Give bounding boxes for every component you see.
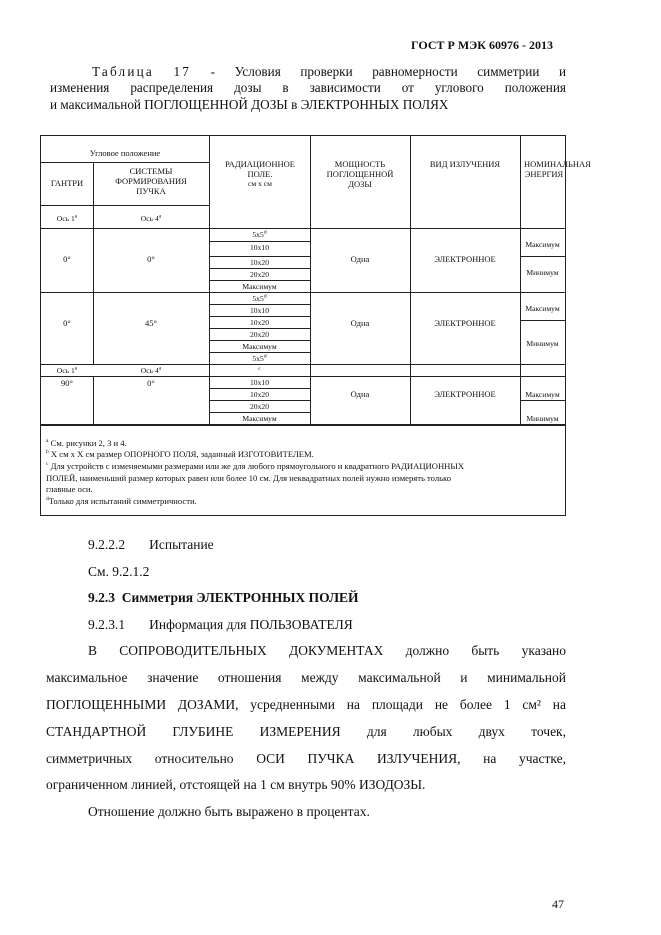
grid-line bbox=[209, 352, 310, 353]
grid-line bbox=[209, 328, 310, 329]
field-size-label: 5x5 bbox=[252, 354, 264, 363]
row-axis-1 bbox=[41, 367, 93, 375]
grid-line bbox=[310, 136, 311, 424]
field-size: 10x20 bbox=[250, 318, 269, 327]
radiation-type-value: ЭЛЕКТРОННОЕ bbox=[434, 254, 496, 264]
paragraph-line: В СОПРОВОДИТЕЛЬНЫХ ДОКУМЕНТАХ должно быть указано bbox=[88, 643, 566, 658]
field-size: Максимум bbox=[242, 414, 277, 423]
grid-line bbox=[209, 256, 310, 257]
conditions-table bbox=[40, 135, 591, 516]
caption-number: 17 bbox=[173, 64, 192, 79]
radiation-type-value: ЭЛЕКТРОННОЕ bbox=[434, 389, 496, 399]
field-size: 10x10 bbox=[250, 306, 269, 315]
footnote-text: Только для испытаний симметричности. bbox=[48, 496, 197, 506]
section-title: Испытание bbox=[149, 537, 214, 552]
document-header: ГОСТ Р МЭК 60976 - 2013 bbox=[411, 38, 553, 52]
paragraph-line: ПОГЛОЩЕННЫМИ ДОЗАМИ, усредненными на площади не более 1 см² на bbox=[46, 697, 566, 712]
energy-value: Максимум bbox=[525, 390, 560, 399]
axis-4-label: Ось 4 bbox=[140, 366, 159, 375]
section-title: Симметрия ЭЛЕКТРОННЫХ ПОЛЕЙ bbox=[121, 590, 359, 605]
energy-value: Максимум bbox=[525, 240, 560, 249]
field-size: 20x20 bbox=[250, 330, 269, 339]
grid-line bbox=[41, 228, 565, 229]
field-size: 10x20 bbox=[250, 258, 269, 267]
section-title: Информация для ПОЛЬЗОВАТЕЛЯ bbox=[149, 617, 353, 632]
grid-line bbox=[209, 340, 310, 341]
energy-value: Минимум bbox=[526, 268, 559, 277]
header-angular-position: Угловое положение bbox=[89, 148, 161, 158]
energy-value: Минимум bbox=[526, 339, 559, 348]
table-footnote-c-line-3: главные оси. bbox=[46, 484, 93, 494]
field-footnote-mark: c bbox=[258, 366, 261, 372]
footnote-mark: d bbox=[46, 496, 49, 503]
table-footnote-b bbox=[46, 449, 561, 461]
table-caption-line-2: изменения распределения дозы в зависимости от углового положения bbox=[50, 80, 566, 95]
footnote-mark: d bbox=[263, 353, 267, 360]
gantry-value: 0° bbox=[63, 254, 71, 264]
paragraph-line: СТАНДАРТНОЙ ГЛУБИНЕ ИЗМЕРЕНИЯ для любых двух точек, bbox=[46, 724, 566, 739]
grid-line bbox=[209, 304, 310, 305]
header-nominal-energy: НОМИНАЛЬНАЯ ЭНЕРГИЯ bbox=[524, 159, 591, 179]
field-size bbox=[209, 295, 310, 303]
row-axis-4 bbox=[93, 367, 209, 375]
beam-system-value: 45° bbox=[145, 318, 157, 328]
table-caption-line-3: и максимальной ПОГЛОЩЕННОЙ ДОЗЫ в ЭЛЕКТРОННЫХ ПОЛЯХ bbox=[50, 97, 449, 112]
gantry-value: 90° bbox=[61, 378, 73, 388]
grid-line bbox=[209, 412, 310, 413]
field-size-label: 5x5 bbox=[252, 230, 264, 239]
footnote-mark: d bbox=[263, 293, 267, 300]
section-9-2-3 bbox=[88, 589, 608, 606]
table-footnote-c bbox=[46, 461, 561, 473]
grid-line bbox=[520, 256, 565, 257]
section-9-2-2-2 bbox=[88, 536, 608, 553]
header-field-unit: см х см bbox=[248, 179, 272, 188]
dose-rate-value: Одна bbox=[350, 389, 370, 399]
grid-line bbox=[410, 136, 411, 424]
section-number: 9.2.3.1 bbox=[88, 617, 126, 632]
field-size: 10x20 bbox=[250, 390, 269, 399]
footnote-mark: a bbox=[46, 438, 49, 445]
header-axis-4 bbox=[93, 215, 209, 223]
footnote-mark: c bbox=[46, 461, 49, 468]
beam-system-value: 0° bbox=[147, 254, 155, 264]
energy-value: Минимум bbox=[526, 414, 559, 423]
field-size-label: 5x5 bbox=[252, 294, 264, 303]
field-size bbox=[209, 355, 310, 363]
grid-line bbox=[41, 376, 565, 377]
field-size: Максимум bbox=[242, 342, 277, 351]
field-size: 20x20 bbox=[250, 402, 269, 411]
grid-line bbox=[520, 136, 521, 424]
header-radiation-type: ВИД ИЗЛУЧЕНИЯ bbox=[429, 159, 501, 169]
grid-line bbox=[209, 400, 310, 401]
header-field-label: РАДИАЦИОННОЕ ПОЛЕ. bbox=[225, 159, 295, 179]
dose-rate-value: Одна bbox=[350, 254, 370, 264]
section-9-2-3-1 bbox=[88, 616, 608, 633]
footnote-mark: b bbox=[46, 449, 49, 456]
header-beam-system: СИСТЕМЫ ФОРМИРОВАНИЯ ПУЧКА bbox=[115, 166, 187, 196]
grid-line bbox=[41, 425, 565, 426]
beam-system-value: 0° bbox=[147, 378, 155, 388]
field-size: Максимум bbox=[242, 282, 277, 291]
page-number: 47 bbox=[552, 897, 564, 911]
dose-rate-value: Одна bbox=[350, 318, 370, 328]
section-number: 9.2.3 bbox=[88, 590, 115, 605]
grid-line bbox=[41, 292, 565, 293]
field-size: 10x10 bbox=[250, 243, 269, 252]
paragraph-line: симметричных относительно ОСИ ПУЧКА ИЗЛУЧЕНИЯ, на участке, bbox=[46, 751, 566, 766]
paragraph-line: максимальное значение отношения между максимальной и минимальной bbox=[46, 670, 566, 685]
radiation-type-value: ЭЛЕКТРОННОЕ bbox=[434, 318, 496, 328]
axis-1-label: Ось 1 bbox=[56, 214, 75, 223]
table-footnote-d bbox=[46, 496, 561, 508]
axis-4-label: Ось 4 bbox=[140, 214, 159, 223]
table-caption-line-1 bbox=[50, 64, 566, 80]
grid-line bbox=[520, 400, 565, 401]
grid-line bbox=[209, 241, 310, 242]
header-radiation-field bbox=[213, 159, 307, 189]
footnote-text: Х см х Х см размер ОПОРНОГО ПОЛЯ, заданный ИЗГОТОВИТЕЛЕМ. bbox=[50, 449, 314, 459]
paragraph-line: ограниченном линией, отстоящей на 1 см внутрь 90% ИЗОДОЗЫ. bbox=[46, 777, 426, 792]
footnote-mark: a bbox=[158, 365, 162, 372]
grid-line bbox=[209, 280, 310, 281]
footnote-text: Для устройств с изменяемыми размерами или же для любого прямоугольного и квадратного РАДИАЦИОННЫХ bbox=[50, 461, 465, 471]
footnote-mark: a bbox=[74, 213, 78, 220]
caption-word: Таблица bbox=[92, 64, 154, 79]
axis-1-label: Ось 1 bbox=[56, 366, 75, 375]
grid-line bbox=[41, 205, 209, 206]
header-axis-1 bbox=[41, 215, 93, 223]
cross-reference: См. 9.2.1.2 bbox=[88, 564, 150, 579]
field-size: 20x20 bbox=[250, 270, 269, 279]
caption-title-start: - Условия проверки равномерности симметрии и bbox=[210, 64, 567, 79]
footnote-mark: a bbox=[158, 213, 162, 220]
header-absorbed-dose-rate: МОЩНОСТЬ ПОГЛОЩЕННОЙ ДОЗЫ bbox=[326, 159, 394, 189]
grid-line bbox=[209, 268, 310, 269]
field-size bbox=[209, 231, 310, 239]
grid-line bbox=[209, 316, 310, 317]
header-gantry: ГАНТРИ bbox=[50, 178, 84, 188]
grid-line bbox=[520, 320, 565, 321]
footnote-text: См. рисунки 2, 3 и 4. bbox=[50, 438, 127, 448]
footnote-mark: d bbox=[263, 229, 267, 236]
table-footnote-c-line-2: ПОЛЕЙ, наименьший размер которых равен или более 10 см. Для неквадратных полей нужно измерять только bbox=[46, 473, 452, 483]
table-footnote-a bbox=[46, 438, 561, 450]
footnote-mark: a bbox=[74, 365, 78, 372]
gantry-value: 0° bbox=[63, 318, 71, 328]
section-number: 9.2.2.2 bbox=[88, 537, 126, 552]
grid-line bbox=[41, 162, 209, 163]
paragraph: Отношение должно быть выражено в процентах. bbox=[88, 804, 370, 819]
energy-value: Максимум bbox=[525, 304, 560, 313]
field-size: 10x10 bbox=[250, 378, 269, 387]
grid-line bbox=[209, 388, 310, 389]
